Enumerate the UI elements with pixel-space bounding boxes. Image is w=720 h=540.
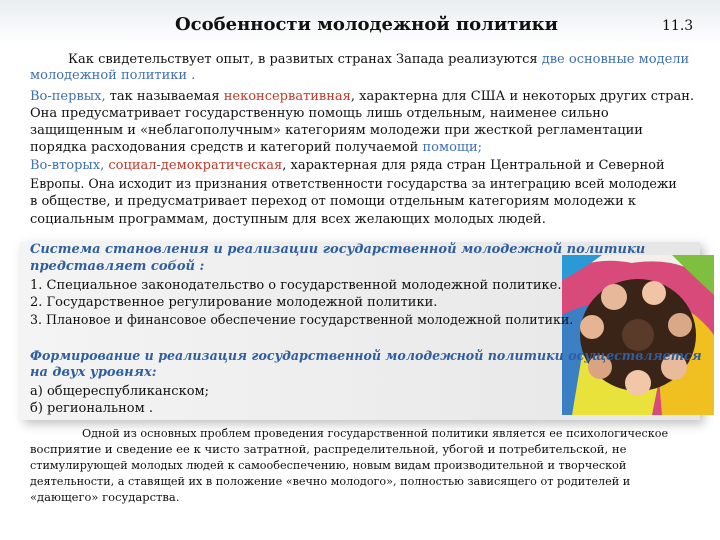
- slide-number: 11.3: [662, 18, 694, 34]
- problem-line-3: стимулирующей молодых людей к самообеспечению, новым видам производительной и творческой: [30, 459, 627, 472]
- problem-line-1: Одной из основных проблем проведения государственной политики является ее психологическое: [82, 427, 669, 440]
- formation-item-2: б) региональном .: [30, 401, 153, 416]
- intro-line-4: Она предусматривает государственную помощь лишь отдельным, наименее сильно: [30, 106, 609, 121]
- formation-item-1: а) общереспубликанском;: [30, 384, 210, 399]
- neoconservative-highlight: неконсервативная: [223, 89, 351, 104]
- problem-line-4: деятельности, а ставящей их в положение «вечно молодого», полностью зависящего от родителей и: [30, 475, 631, 488]
- intro-text: , характерная для ряда стран Центральной и Северной: [282, 158, 665, 173]
- intro-line-6: [30, 140, 482, 157]
- intro-text: так называемая: [109, 89, 224, 104]
- system-item-1: 1. Специальное законодательство о государственной молодежной политике.: [30, 278, 562, 293]
- intro-line-8: Европы. Она исходит из признания ответственности государства за интеграцию всей молодежи: [30, 176, 677, 191]
- intro-line-1: [68, 52, 689, 69]
- slide-title: Особенности молодежной политики: [175, 14, 559, 35]
- first-label: Во-первых,: [30, 89, 110, 104]
- system-heading-line-1: Система становления и реализации государственной молодежной политики: [30, 242, 646, 257]
- intro-text: порядка расходования средств и категорий получаемой: [30, 140, 423, 155]
- formation-heading-line-2: на двух уровнях:: [30, 365, 157, 380]
- intro-line-7: [30, 158, 665, 175]
- intro-line-3: [30, 89, 694, 106]
- intro-text: , характерна для США и некоторых других стран.: [350, 89, 695, 104]
- problem-line-2: восприятие и сведение ее к чисто затратной, распределительной, убогой и потребительской, не: [30, 442, 627, 456]
- young-people-photo: [562, 255, 714, 415]
- intro-line-10: социальным программам, доступным для всех желающих молодых людей.: [30, 212, 546, 227]
- system-heading-line-2: представляет собой :: [30, 259, 205, 274]
- intro-line-2: молодежной политики .: [30, 68, 196, 83]
- intro-line-5: защищенным и «неблагополучным» категориям молодежи при жесткой регламентации: [30, 123, 643, 138]
- system-item-3: 3. Плановое и финансовое обеспечение государственной молодежной политики.: [30, 312, 574, 327]
- intro-text: Как свидетельствует опыт, в развитых странах Запада реализуются: [68, 52, 542, 67]
- help-highlight: помощи;: [422, 140, 483, 155]
- intro-line-9: в обществе, и предусматривает переход от помощи отдельным категориям молодежи к: [30, 194, 637, 209]
- problem-line-5: «дающего» государства.: [30, 490, 180, 504]
- models-highlight: две основные модели: [541, 52, 690, 67]
- social-democratic-highlight: социал-демократическая: [108, 158, 283, 173]
- second-label: Во-вторых,: [30, 158, 109, 173]
- formation-heading-line-1: Формирование и реализация государственной молодежной политики осуществляется: [30, 348, 702, 363]
- system-item-2: 2. Государственное регулирование молодежной политики.: [30, 295, 438, 310]
